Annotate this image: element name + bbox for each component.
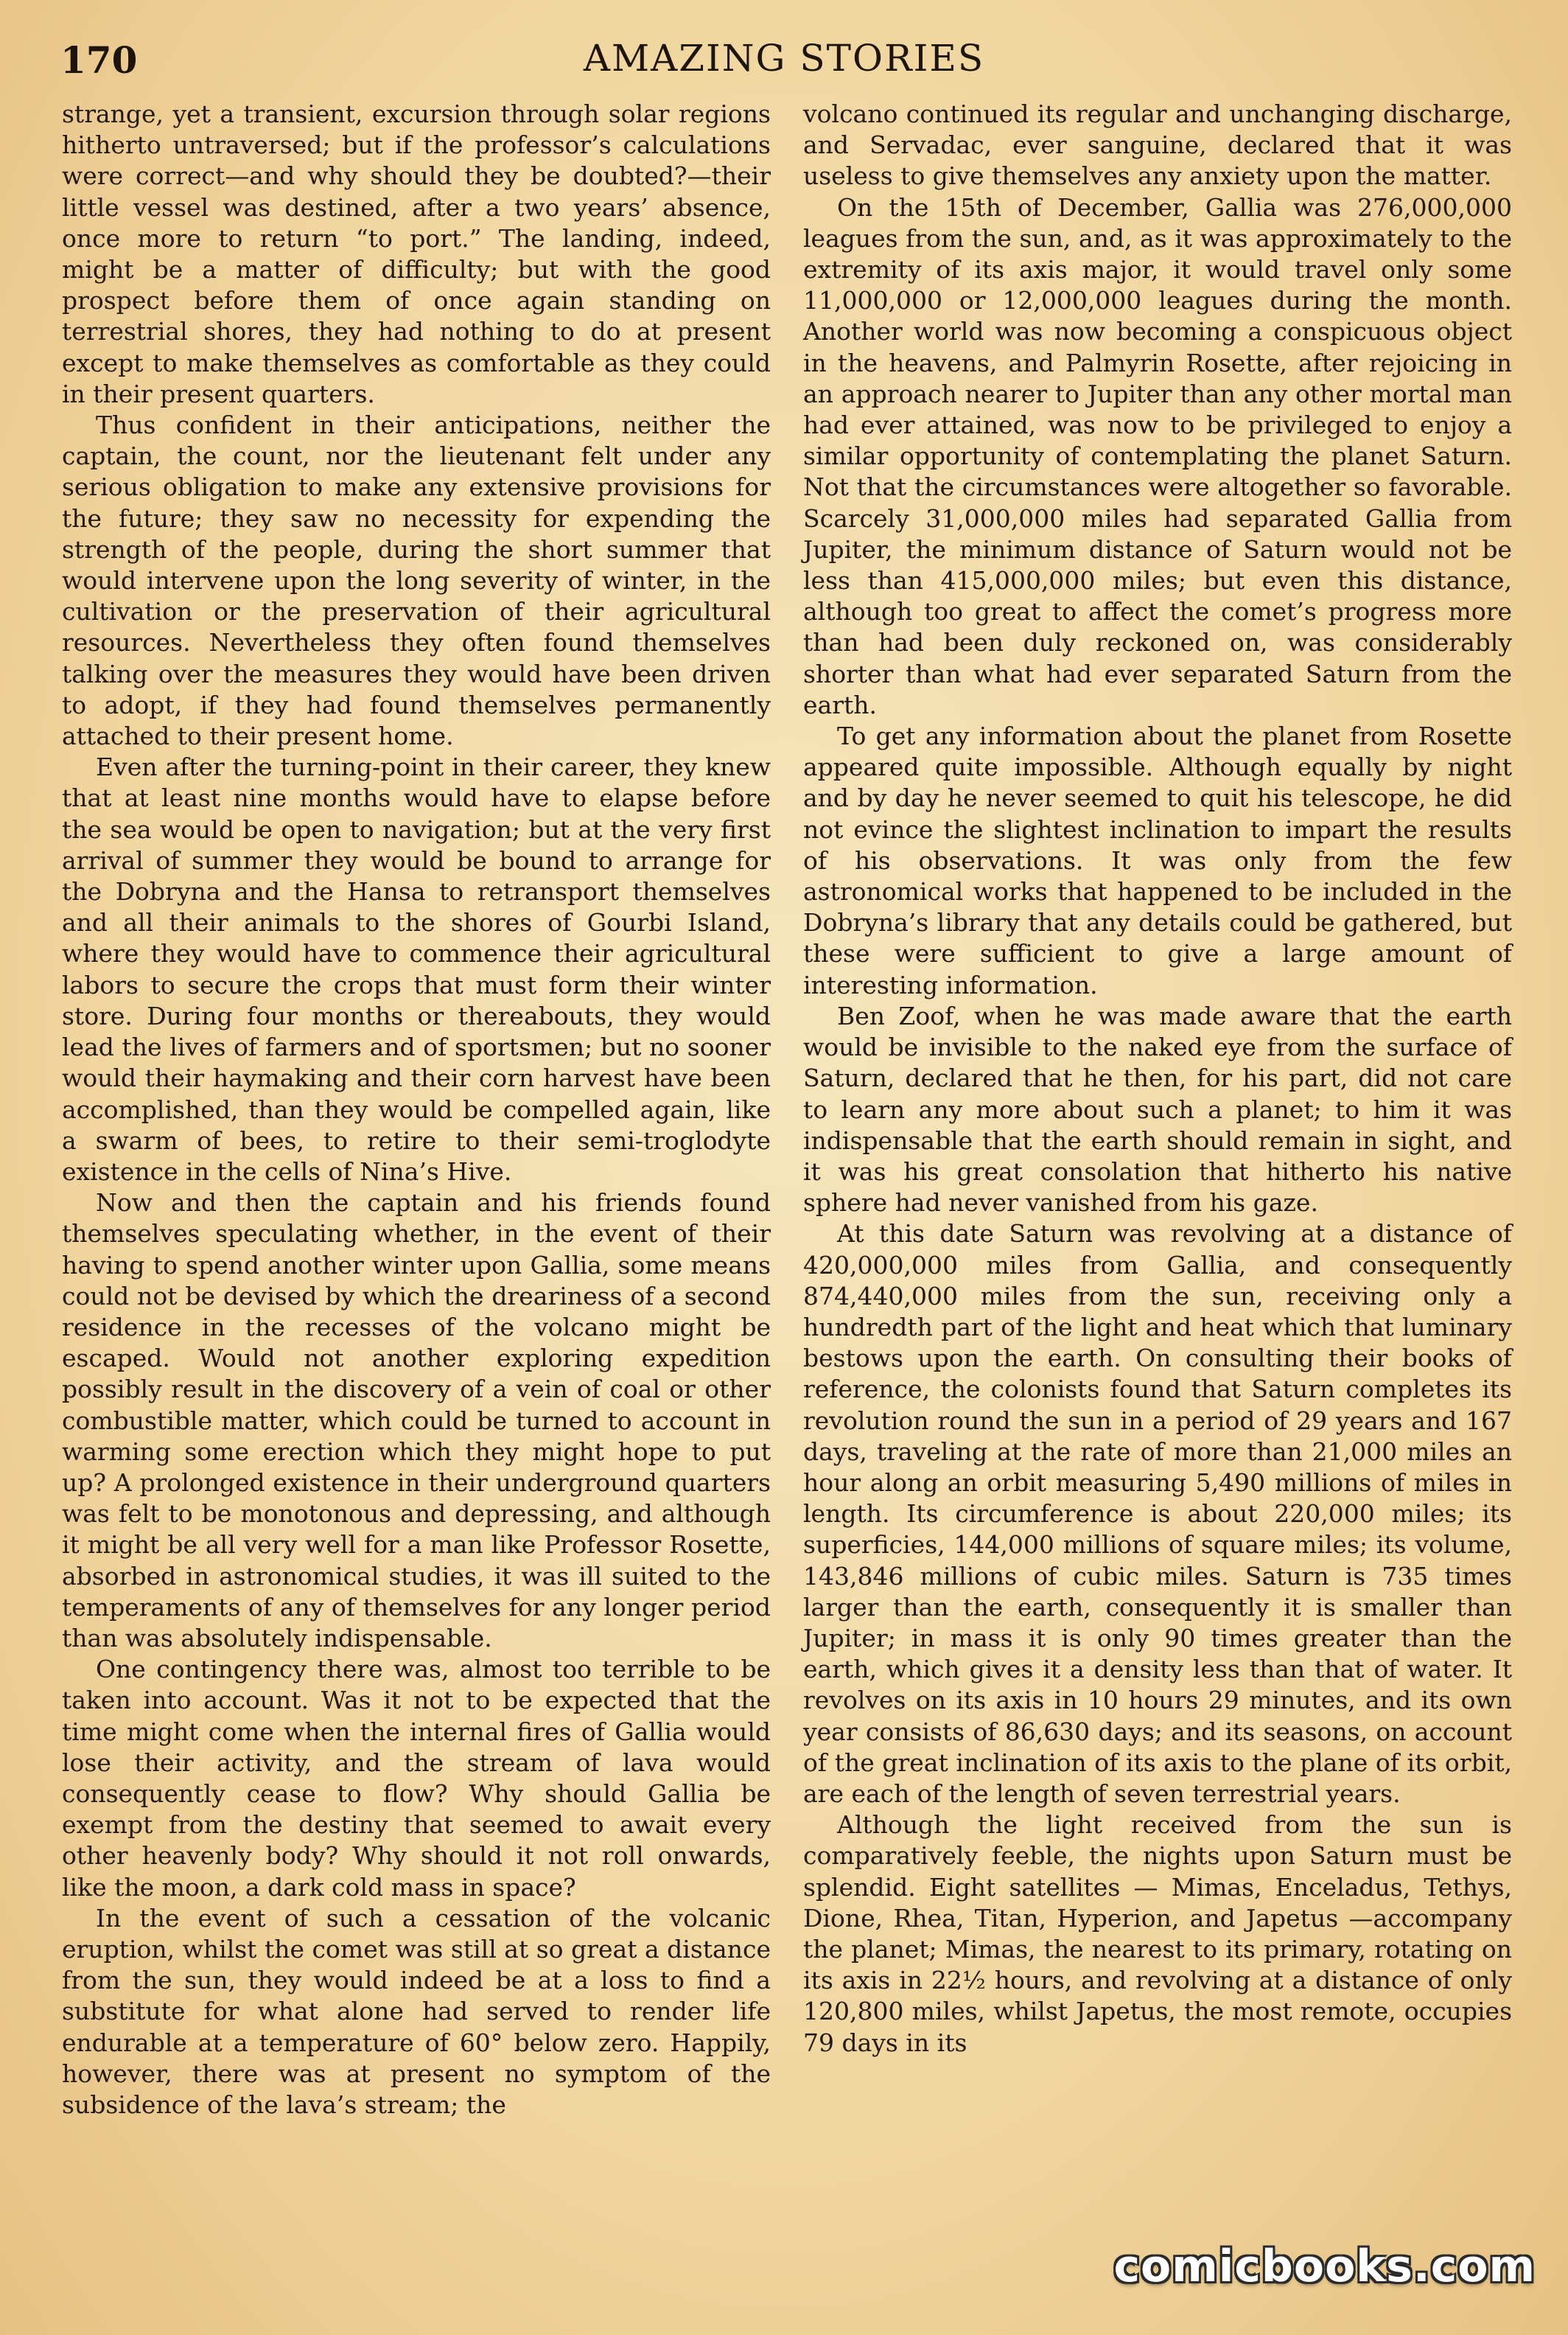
paragraph: Even after the turning-point in their career, they knew that at least nine months would have to elapse before the sea would be open to navigation; but at the very first arrival of summer they would be bound to arrange for the Dobryna and the Hansa to retransport themselves and all their animals to the shores of Gourbi Island, where they would have to commence their agricultural labors to secure the crops that must form their winter store. During four months or thereabouts, they would lead the lives of farmers and of sportsmen; but no sooner would their haymaking and their corn harvest have been accomplished, than they would be compelled again, like a swarm of bees, to retire to their semi-troglodyte existence in the cells of Nina’s Hive. bbox=[62, 753, 771, 1186]
running-head: AMAZING STORIES bbox=[583, 37, 985, 80]
watermark: comicbooks.com bbox=[1113, 2241, 1536, 2292]
paragraph: To get any information about the planet from Rosette appeared quite impossible. Although equally by night and by day he never seemed to quit his telescope, he did not evince the slightest inclination to impart the results of his observations. It was only from the few astronomical works that happened to be included in the Dobryna’s library that any details could be gathered, but these were sufficient to give a large amount of interesting information. bbox=[803, 722, 1512, 999]
paragraph: In the event of such a cessation of the volcanic eruption, whilst the comet was still at so great a distance from the sun, they would indeed be at a loss to find a substitute for what alone had served to render life endurable at a temperature of 60° below zero. Happily, however, there was at present no symptom of the subsidence of the lava’s stream; the bbox=[62, 1903, 771, 2119]
paragraph: At this date Saturn was revolving at a distance of 420,000,000 miles from Gallia, and consequently 874,440,000 miles from the sun, receiving only a hundredth part of the light and heat which that luminary bestows upon the earth. On consulting their books of reference, the colonists found that Saturn completes its revolution round the sun in a period of 29 years and 167 days, traveling at the rate of more than 21,000 miles an hour along an orbit measuring 5,490 millions of miles in length. Its circumference is about 220,000 miles; its superficies, 144,000 millions of square miles; its volume, 143,846 millions of cubic miles. Saturn is 735 times larger than the earth, consequently it is smaller than Jupiter; in mass it is only 90 times greater than the earth, which gives it a density less than that of water. It revolves on its axis in 10 hours 29 minutes, and its own year consists of 86,630 days; and its seasons, on account of the great inclination of its axis to the plane of its orbit, are each of the length of seven terrestrial years. bbox=[803, 1219, 1512, 1808]
paragraph: On the 15th of December, Gallia was 276,000,000 leagues from the sun, and, as it was approximately to the extremity of its axis major, it would travel only some 11,000,000 or 12,000,000 leagues during the month. Another world was now becoming a conspicuous object in the heavens, and Palmyrin Rosette, after rejoicing in an approach nearer to Jupiter than any other mortal man had ever attained, was now to be privileged to enjoy a similar opportunity of contemplating the planet Saturn. Not that the circumstances were altogether so favorable. Scarcely 31,000,000 miles had separated Gallia from Jupiter, the minimum distance of Saturn would not be less than 415,000,000 miles; but even this distance, although too great to affect the comet’s progress more than had been duly reckoned on, was considerably shorter than what had ever separated Saturn from the earth. bbox=[803, 192, 1512, 719]
paragraph: Although the light received from the sun is comparatively feeble, the nights upon Saturn must be splendid. Eight satellites — Mimas, Enceladus, Tethys, Dione, Rhea, Titan, Hyperion, and Japetus —accompany the planet; Mimas, the nearest to its primary, rotating on its axis in 22½ hours, and revolving at a distance of only 120,800 miles, whilst Japetus, the most remote, occupies 79 days in its bbox=[803, 1810, 1512, 2057]
right-column bbox=[803, 99, 1512, 2059]
paragraph: Now and then the captain and his friends found themselves speculating whether, in the event of their having to spend another winter upon Gallia, some means could not be devised by which the dreariness of a second residence in the recesses of the volcano might be escaped. Would not another exploring expedition possibly result in the discovery of a vein of coal or other combustible matter, which could be turned to account in warming some erection which they might hope to put up? A prolonged existence in their underground quarters was felt to be monotonous and depressing, and although it might be all very well for a man like Professor Rosette, absorbed in astronomical studies, it was ill suited to the temperaments of any of themselves for any longer period than was absolutely indispensable. bbox=[62, 1188, 771, 1652]
paragraph: volcano continued its regular and unchanging discharge, and Servadac, ever sanguine, declared that it was useless to give themselves any anxiety upon the matter. bbox=[803, 100, 1512, 191]
paragraph: strange, yet a transient, excursion through solar regions hitherto untraversed; but if the professor’s calculations were correct—and why should they be doubted?—their little vessel was destined, after a two years’ absence, once more to return “to port.” The landing, indeed, might be a matter of difficulty; but with the good prospect before them of once again standing on terrestrial shores, they had nothing to do at present except to make themselves as comfortable as they could in their present quarters. bbox=[62, 100, 771, 408]
page-number: 170 bbox=[60, 38, 138, 82]
paragraph: Ben Zoof, when he was made aware that the earth would be invisible to the naked eye from the surface of Saturn, declared that he then, for his part, did not care to learn any more about such a planet; to him it was indispensable that the earth should remain in sight, and it was his great consolation that hitherto his native sphere had never vanished from his gaze. bbox=[803, 1001, 1512, 1218]
left-column bbox=[62, 99, 771, 2121]
paragraph: One contingency there was, almost too terrible to be taken into account. Was it not to be expected that the time might come when the internal fires of Gallia would lose their activity, and the stream of lava would consequently cease to flow? Why should Gallia be exempt from the destiny that seemed to await every other heavenly body? Why should it not roll onwards, like the moon, a dark cold mass in space? bbox=[62, 1655, 771, 1902]
paragraph: Thus confident in their anticipations, neither the captain, the count, nor the lieutenant felt under any serious obligation to make any extensive provisions for the future; they saw no necessity for expending the strength of the people, during the short summer that would intervene upon the long severity of winter, in the cultivation or the preservation of their agricultural resources. Nevertheless they often found themselves talking over the measures they would have been driven to adopt, if they had found themselves permanently attached to their present home. bbox=[62, 411, 771, 751]
